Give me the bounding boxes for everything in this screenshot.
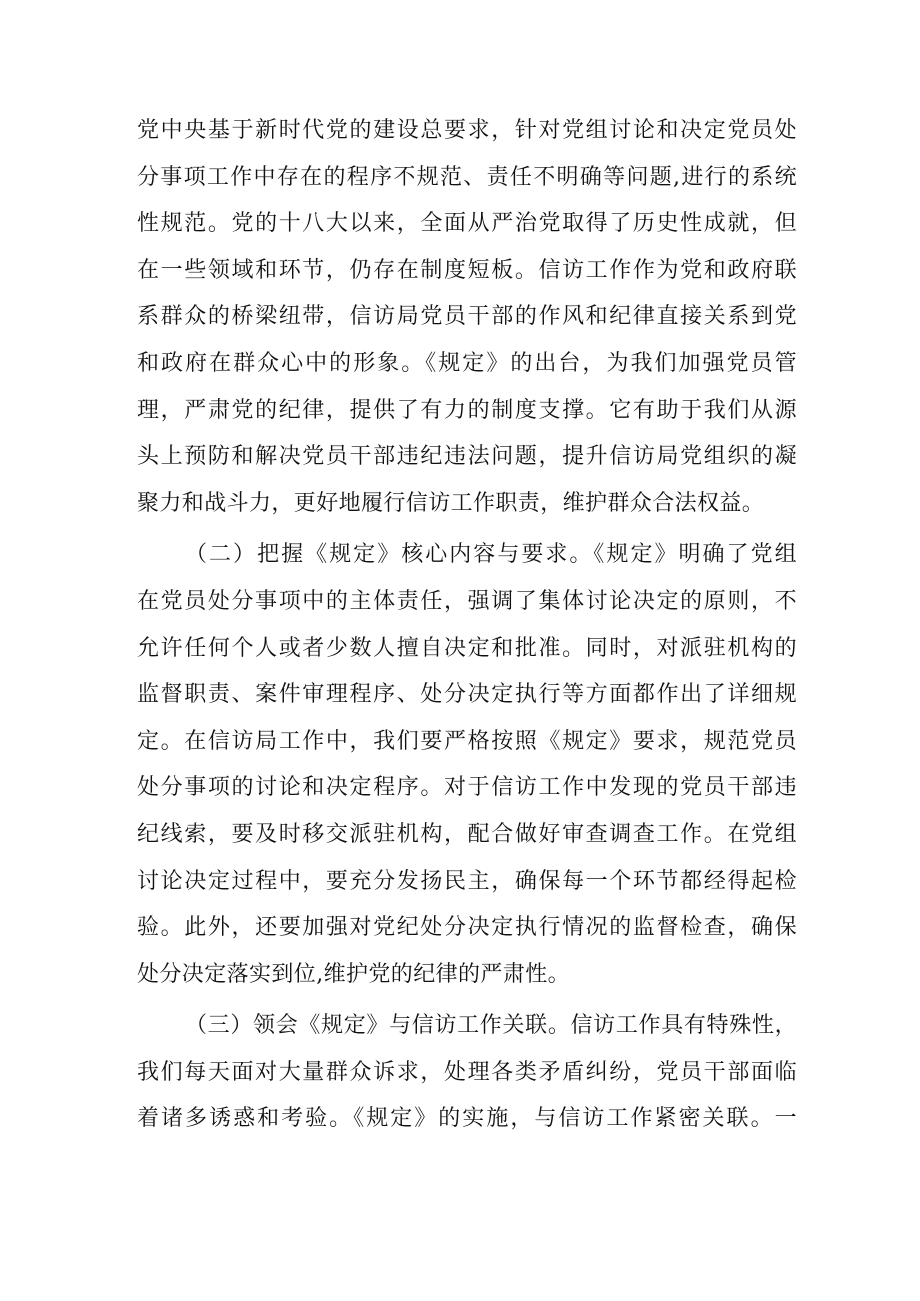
- text-line: 理，严肃党的纪律，提供了有力的制度支撑。它有助于我们从源: [137, 397, 797, 423]
- text-line: 讨论决定过程中，要充分发扬民主，确保每一个环节都经得起检: [137, 868, 797, 894]
- text-line: 我们每天面对大量群众诉求，处理各类矛盾纠纷，党员干部面临: [137, 1059, 797, 1085]
- text-line: 着诸多诱惑和考验。《规定》的实施，与信访工作紧密关联。一: [137, 1106, 797, 1132]
- text-line: 验。此外，还要加强对党纪处分决定执行情况的监督检查，确保: [137, 915, 797, 941]
- text-line: 定。在信访局工作中，我们要严格按照《规定》要求，规范党员: [137, 728, 797, 754]
- paragraph-2: [137, 532, 797, 998]
- text-line: 系群众的桥梁纽带，信访局党员干部的作风和纪律直接关系到党: [137, 304, 797, 330]
- text-line: 聚力和战斗力，更好地履行信访工作职责，维护群众合法权益。: [137, 490, 765, 516]
- paragraph-heading-line: （二）把握《规定》核心内容与要求。《规定》明确了党组: [185, 542, 797, 568]
- text-line: 监督职责、案件审理程序、处分决定执行等方面都作出了详细规: [137, 682, 797, 708]
- text-line: 党中央基于新时代党的建设总要求，针对党组讨论和决定党员处: [137, 118, 797, 143]
- text-line: 和政府在群众心中的形象。《规定》的出台，为我们加强党员管: [137, 350, 797, 376]
- paragraph-heading-line: （三）领会《规定》与信访工作关联。信访工作具有特殊性，: [185, 1013, 797, 1039]
- document-body: [137, 108, 797, 1148]
- text-line: 性规范。党的十八大以来，全面从严治党取得了历史性成就，但: [137, 211, 797, 237]
- paragraph-1: [137, 108, 797, 527]
- text-line: 在党员处分事项中的主体责任，强调了集体讨论决定的原则，不: [137, 588, 797, 614]
- text-line: 分事项工作中存在的程序不规范、责任不明确等问题,进行的系统: [137, 164, 797, 190]
- text-line: 纪线索，要及时移交派驻机构，配合做好审查调查工作。在党组: [137, 821, 797, 847]
- paragraph-3: [137, 1003, 797, 1143]
- text-line: 允许任何个人或者少数人擅自决定和批准。同时，对派驻机构的: [137, 635, 797, 661]
- text-line: 处分事项的讨论和决定程序。对于信访工作中发现的党员干部违: [137, 775, 797, 801]
- text-line: 处分决定落实到位,维护党的纪律的严肃性。: [137, 961, 570, 987]
- text-line: 在一些领域和环节，仍存在制度短板。信访工作作为党和政府联: [137, 257, 797, 283]
- text-line: 头上预防和解决党员干部违纪违法问题，提升信访局党组织的凝: [137, 444, 797, 470]
